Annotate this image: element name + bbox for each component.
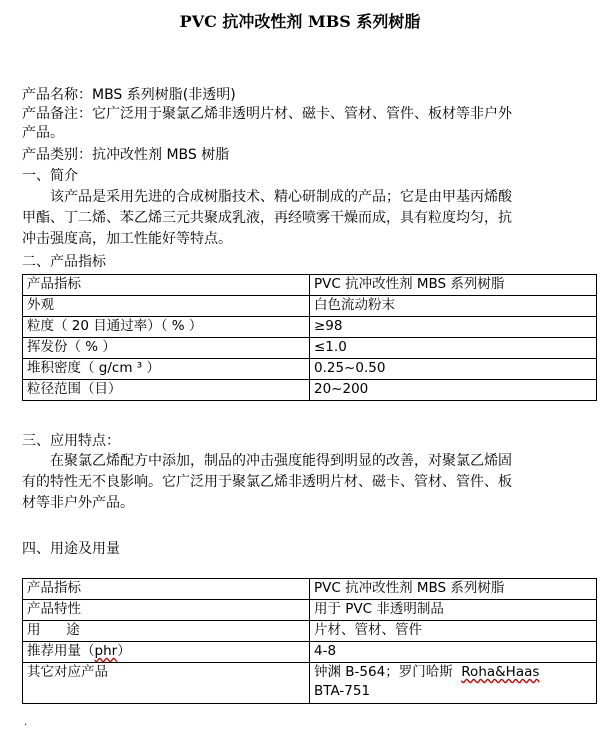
table-cell: 产品指标 bbox=[23, 579, 310, 600]
table-cell bbox=[310, 663, 597, 704]
table-row bbox=[23, 317, 597, 338]
table-row bbox=[23, 621, 597, 642]
product-category: 产品类别：抗冲改性剂 MBS 树脂 bbox=[22, 147, 230, 163]
table-row bbox=[23, 663, 597, 704]
equivalent-products-line-2: BTA-751 bbox=[314, 683, 371, 699]
section-4-heading: 四、用途及用量 bbox=[22, 541, 120, 557]
equivalent-products-line-1: 钟渊 B-564；罗门哈斯 bbox=[314, 664, 462, 680]
equivalent-product-brand: Roha&Haas bbox=[461, 664, 540, 680]
spec-table bbox=[22, 274, 597, 401]
section-3-para-line-3: 材等非户外产品。 bbox=[22, 495, 134, 511]
table-cell: 白色流动粉末 bbox=[310, 296, 597, 317]
section-2-heading: 二、产品指标 bbox=[22, 254, 106, 270]
table-cell: 用 途 bbox=[23, 621, 310, 642]
section-1-para-line-1: 该产品是采用先进的合成树脂技术、精心研制成的产品；它是由甲基丙烯酸 bbox=[50, 189, 512, 205]
table-row bbox=[23, 642, 597, 663]
table-cell: 0.25~0.50 bbox=[310, 359, 597, 380]
recommended-dosage-unit: phr bbox=[94, 643, 118, 659]
table-cell bbox=[23, 642, 310, 663]
document-title: PVC 抗冲改性剂 MBS 系列树脂 bbox=[179, 12, 421, 31]
table-row bbox=[23, 338, 597, 359]
usage-table bbox=[22, 578, 597, 704]
table-cell: 其它对应产品 bbox=[23, 663, 310, 704]
table-cell: 挥发份（ % ） bbox=[23, 338, 310, 359]
table-cell: 片材、管材、管件 bbox=[310, 621, 597, 642]
table-row bbox=[23, 296, 597, 317]
table-row bbox=[23, 275, 597, 296]
table-row bbox=[23, 600, 597, 621]
product-name: 产品名称：MBS 系列树脂(非透明) bbox=[22, 87, 236, 103]
table-cell: PVC 抗冲改性剂 MBS 系列树脂 bbox=[310, 579, 597, 600]
recommended-dosage-label-end: ） bbox=[117, 643, 131, 659]
section-1-para-line-2: 甲酯、丁二烯、苯乙烯三元共聚成乳液，再经喷雾干燥而成，具有粒度均匀，抗 bbox=[22, 210, 512, 226]
table-row bbox=[23, 579, 597, 600]
table-cell: 粒径范围（目） bbox=[23, 380, 310, 401]
section-1-heading: 一、简介 bbox=[22, 168, 78, 184]
table-row bbox=[23, 380, 597, 401]
table-cell: 粒度（ 20 目通过率）（ % ） bbox=[23, 317, 310, 338]
table-cell: ≤1.0 bbox=[310, 338, 597, 359]
table-row bbox=[23, 359, 597, 380]
table-cell: PVC 抗冲改性剂 MBS 系列树脂 bbox=[310, 275, 597, 296]
section-3-heading: 三、应用特点： bbox=[22, 433, 120, 449]
table-cell: 4-8 bbox=[310, 642, 597, 663]
section-3-para-line-1: 在聚氯乙烯配方中添加，制品的冲击强度能得到明显的改善，对聚氯乙烯固 bbox=[50, 453, 512, 469]
product-remark-line-1: 产品备注：它广泛用于聚氯乙烯非透明片材、磁卡、管材、管件、板材等非户外 bbox=[22, 106, 512, 122]
page-marker: · bbox=[24, 720, 28, 731]
section-1-para-line-3: 冲击强度高，加工性能好等特点。 bbox=[22, 231, 232, 247]
table-cell: 20~200 bbox=[310, 380, 597, 401]
table-cell: 外观 bbox=[23, 296, 310, 317]
recommended-dosage-label: 推荐用量（ bbox=[27, 643, 95, 659]
section-3-para-line-2: 有的特性无不良影响。它广泛用于聚氯乙烯非透明片材、磁卡、管材、管件、板 bbox=[22, 474, 512, 490]
table-cell: 产品指标 bbox=[23, 275, 310, 296]
product-remark-line-2: 产品。 bbox=[22, 125, 64, 141]
table-cell: 产品特性 bbox=[23, 600, 310, 621]
table-cell: ≥98 bbox=[310, 317, 597, 338]
table-cell: 堆积密度（ g/cm ³ ） bbox=[23, 359, 310, 380]
table-cell: 用于 PVC 非透明制品 bbox=[310, 600, 597, 621]
